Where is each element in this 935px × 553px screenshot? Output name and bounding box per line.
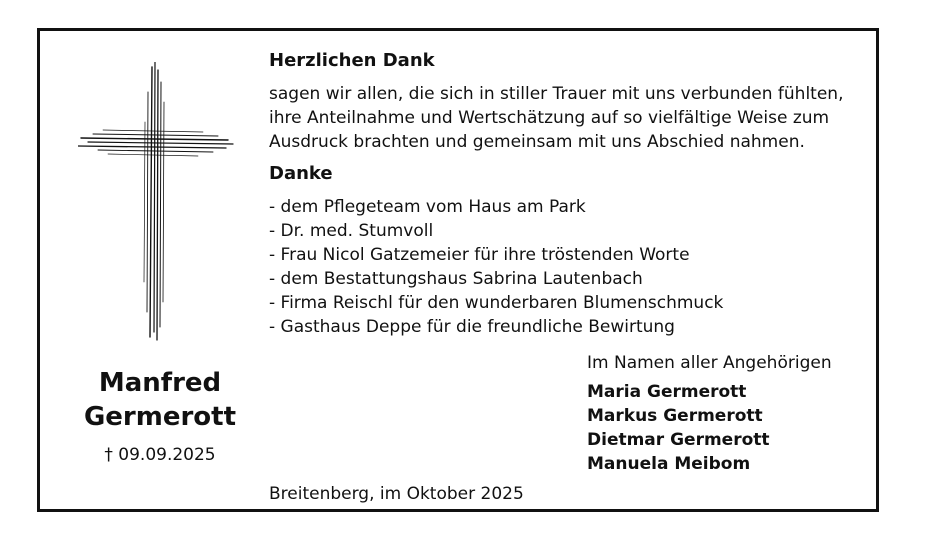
thanks-text — [269, 82, 869, 154]
signature-names — [587, 380, 770, 476]
signature-name: Dietmar Germerott — [587, 430, 770, 450]
signature-name: Manuela Meibom — [587, 454, 751, 474]
list-item: - Dr. med. Stumvoll — [269, 221, 434, 241]
deceased-last-name: Germerott — [83, 402, 237, 432]
thanks-heading: Herzlichen Dank — [269, 50, 435, 71]
thanks-line: Ausdruck brachten und gemeinsam mit uns Abschied nahmen. — [269, 132, 805, 152]
deceased-first-name: Manfred — [98, 368, 222, 398]
list-item: - Firma Reischl für den wunderbaren Blumenschmuck — [269, 293, 724, 313]
cross-icon — [78, 62, 234, 342]
danke-heading: Danke — [269, 163, 333, 184]
list-item: - dem Bestattungshaus Sabrina Lautenbach — [269, 269, 643, 289]
list-item: - dem Pflegeteam vom Haus am Park — [269, 197, 586, 217]
signature-name: Maria Germerott — [587, 382, 747, 402]
place-date: Breitenberg, im Oktober 2025 — [269, 484, 524, 504]
signature-name: Markus Germerott — [587, 406, 763, 426]
list-item: - Frau Nicol Gatzemeier für ihre tröstenden Worte — [269, 245, 690, 265]
thanks-line: sagen wir allen, die sich in stiller Trauer mit uns verbunden fühlten, — [269, 84, 844, 104]
thanks-line: ihre Anteilnahme und Wertschätzung auf so vielfältige Weise zum — [269, 108, 830, 128]
list-item: - Gasthaus Deppe für die freundliche Bewirtung — [269, 317, 675, 337]
signature-intro: Im Namen aller Angehörigen — [587, 353, 832, 373]
death-date: † 09.09.2025 — [104, 445, 216, 465]
danke-list — [269, 195, 723, 339]
